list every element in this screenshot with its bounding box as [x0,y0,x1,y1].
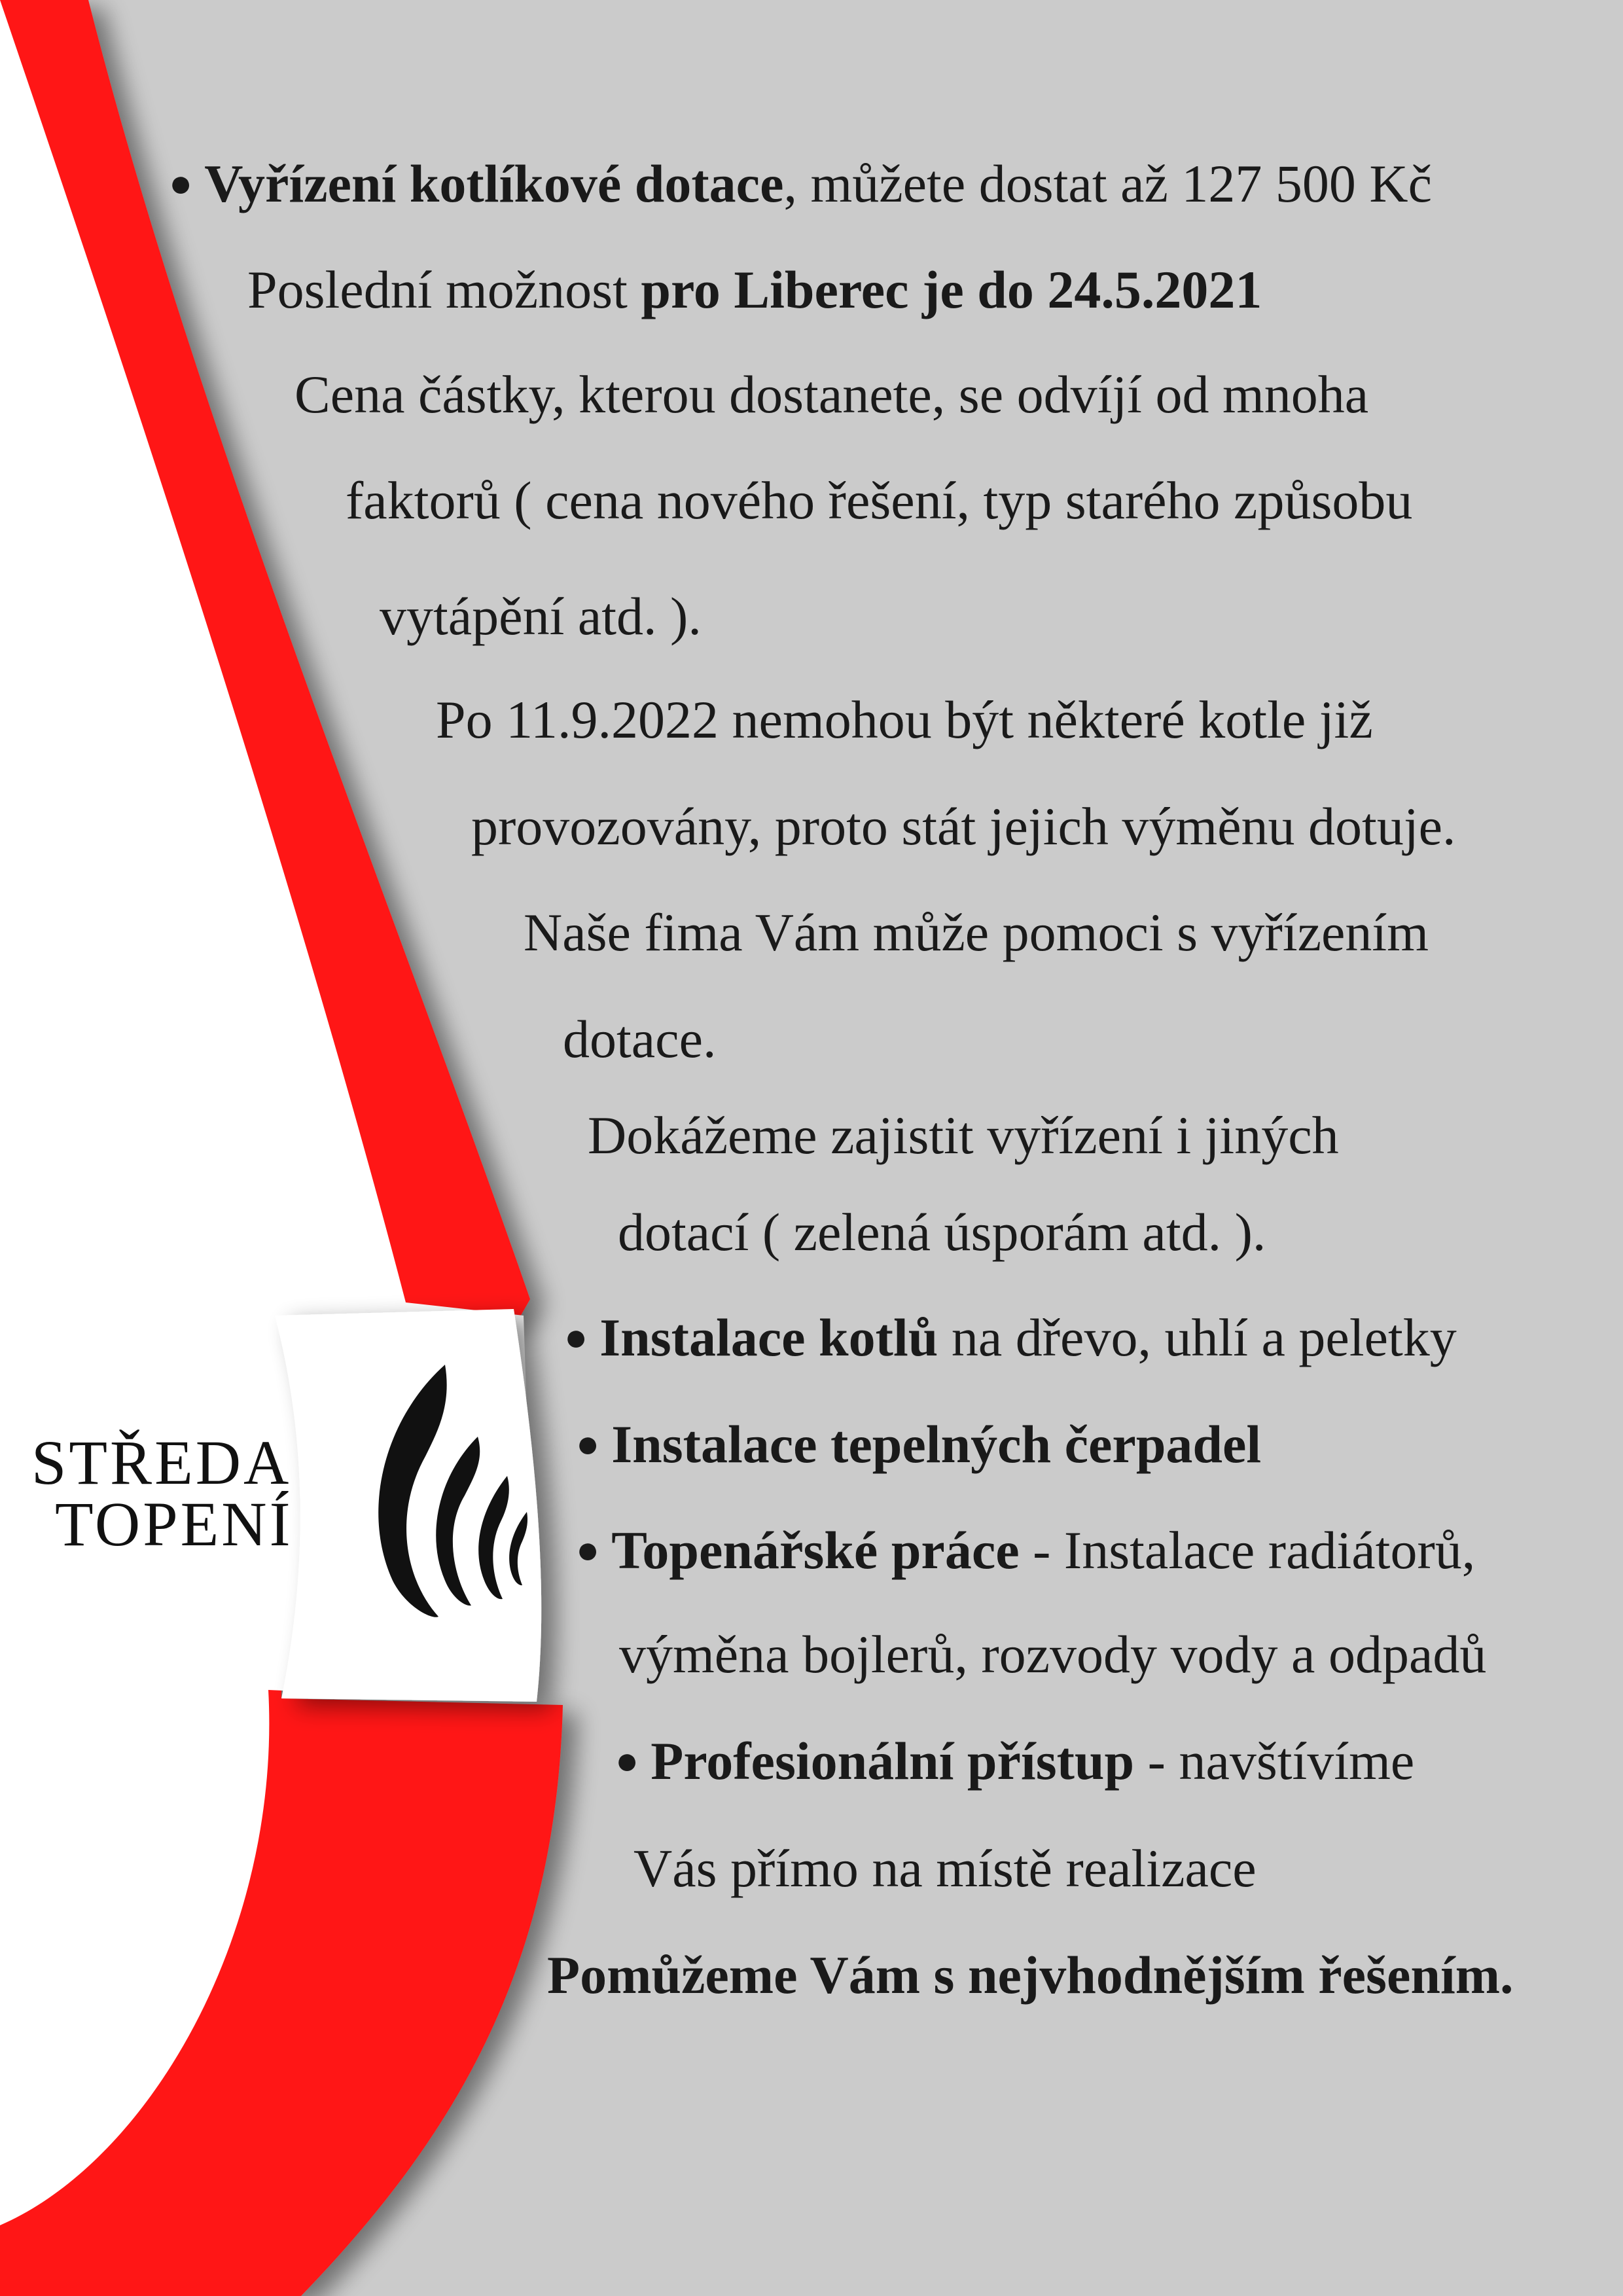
line-2-bold: pro Liberec je do 24.5.2021 [641,260,1262,319]
line-5: vytápění atd. ). [380,586,702,646]
logo-line-1: STŘEDA [31,1427,292,1498]
line-13-bold: Instalace tepelných čerpadel [611,1414,1262,1474]
line-16-rest: - navštívíme [1134,1731,1415,1791]
line-2 [247,257,1262,323]
line-14-rest: - Instalace radiátorů, [1019,1520,1476,1580]
line-18-bold: Pomůžeme Vám s nejvhodnějším řešením. [547,1945,1514,2005]
line-1 [169,151,1432,217]
line-9: dotace. [563,1009,717,1069]
line-6: Po 11.9.2022 nemohou být některé kotle již [436,690,1373,749]
bullet-icon: ● [576,1422,600,1465]
line-3: Cena částky, kterou dostanete, se odvíjí od mnoha [294,365,1369,424]
line-15: výměna bojlerů, rozvody vody a odpadů [619,1624,1487,1684]
line-14 [576,1517,1475,1583]
logo-line-2: TOPENÍ [55,1489,293,1559]
line-12-bold: Instalace kotlů [599,1308,938,1367]
line-8: Naše fima Vám může pomoci s vyřízením [524,903,1429,962]
line-4: faktorů ( cena nového řešení, typ starého způsobu [346,471,1413,530]
line-14-bold: Topenářské práce [611,1520,1020,1580]
line-1-bold: Vyřízení kotlíkové dotace [204,154,784,213]
line-16 [615,1728,1414,1794]
line-12 [564,1304,1457,1371]
bullet-icon: ● [576,1528,600,1571]
line-11: dotací ( zelená úsporám atd. ). [618,1202,1266,1262]
line-12-rest: na dřevo, uhlí a peletky [938,1308,1457,1367]
line-1-rest: , můžete dostat až 127 500 Kč [783,154,1433,213]
line-17: Vás přímo na místě realizace [633,1839,1257,1898]
flame-icon [366,1365,530,1620]
bullet-icon: ● [564,1316,588,1359]
line-2-pre: Poslední možnost [247,260,641,319]
line-7: provozovány, proto stát jejich výměnu dotuje. [471,797,1456,856]
line-13 [576,1411,1261,1477]
logo-text [31,1427,293,1559]
line-10: Dokážeme zajistit vyřízení i jiných [588,1105,1339,1165]
line-18 [547,1943,1514,2008]
bullet-icon: ● [169,162,193,205]
line-16-bold: Profesionální přístup [651,1731,1135,1791]
bullet-icon: ● [615,1739,639,1782]
